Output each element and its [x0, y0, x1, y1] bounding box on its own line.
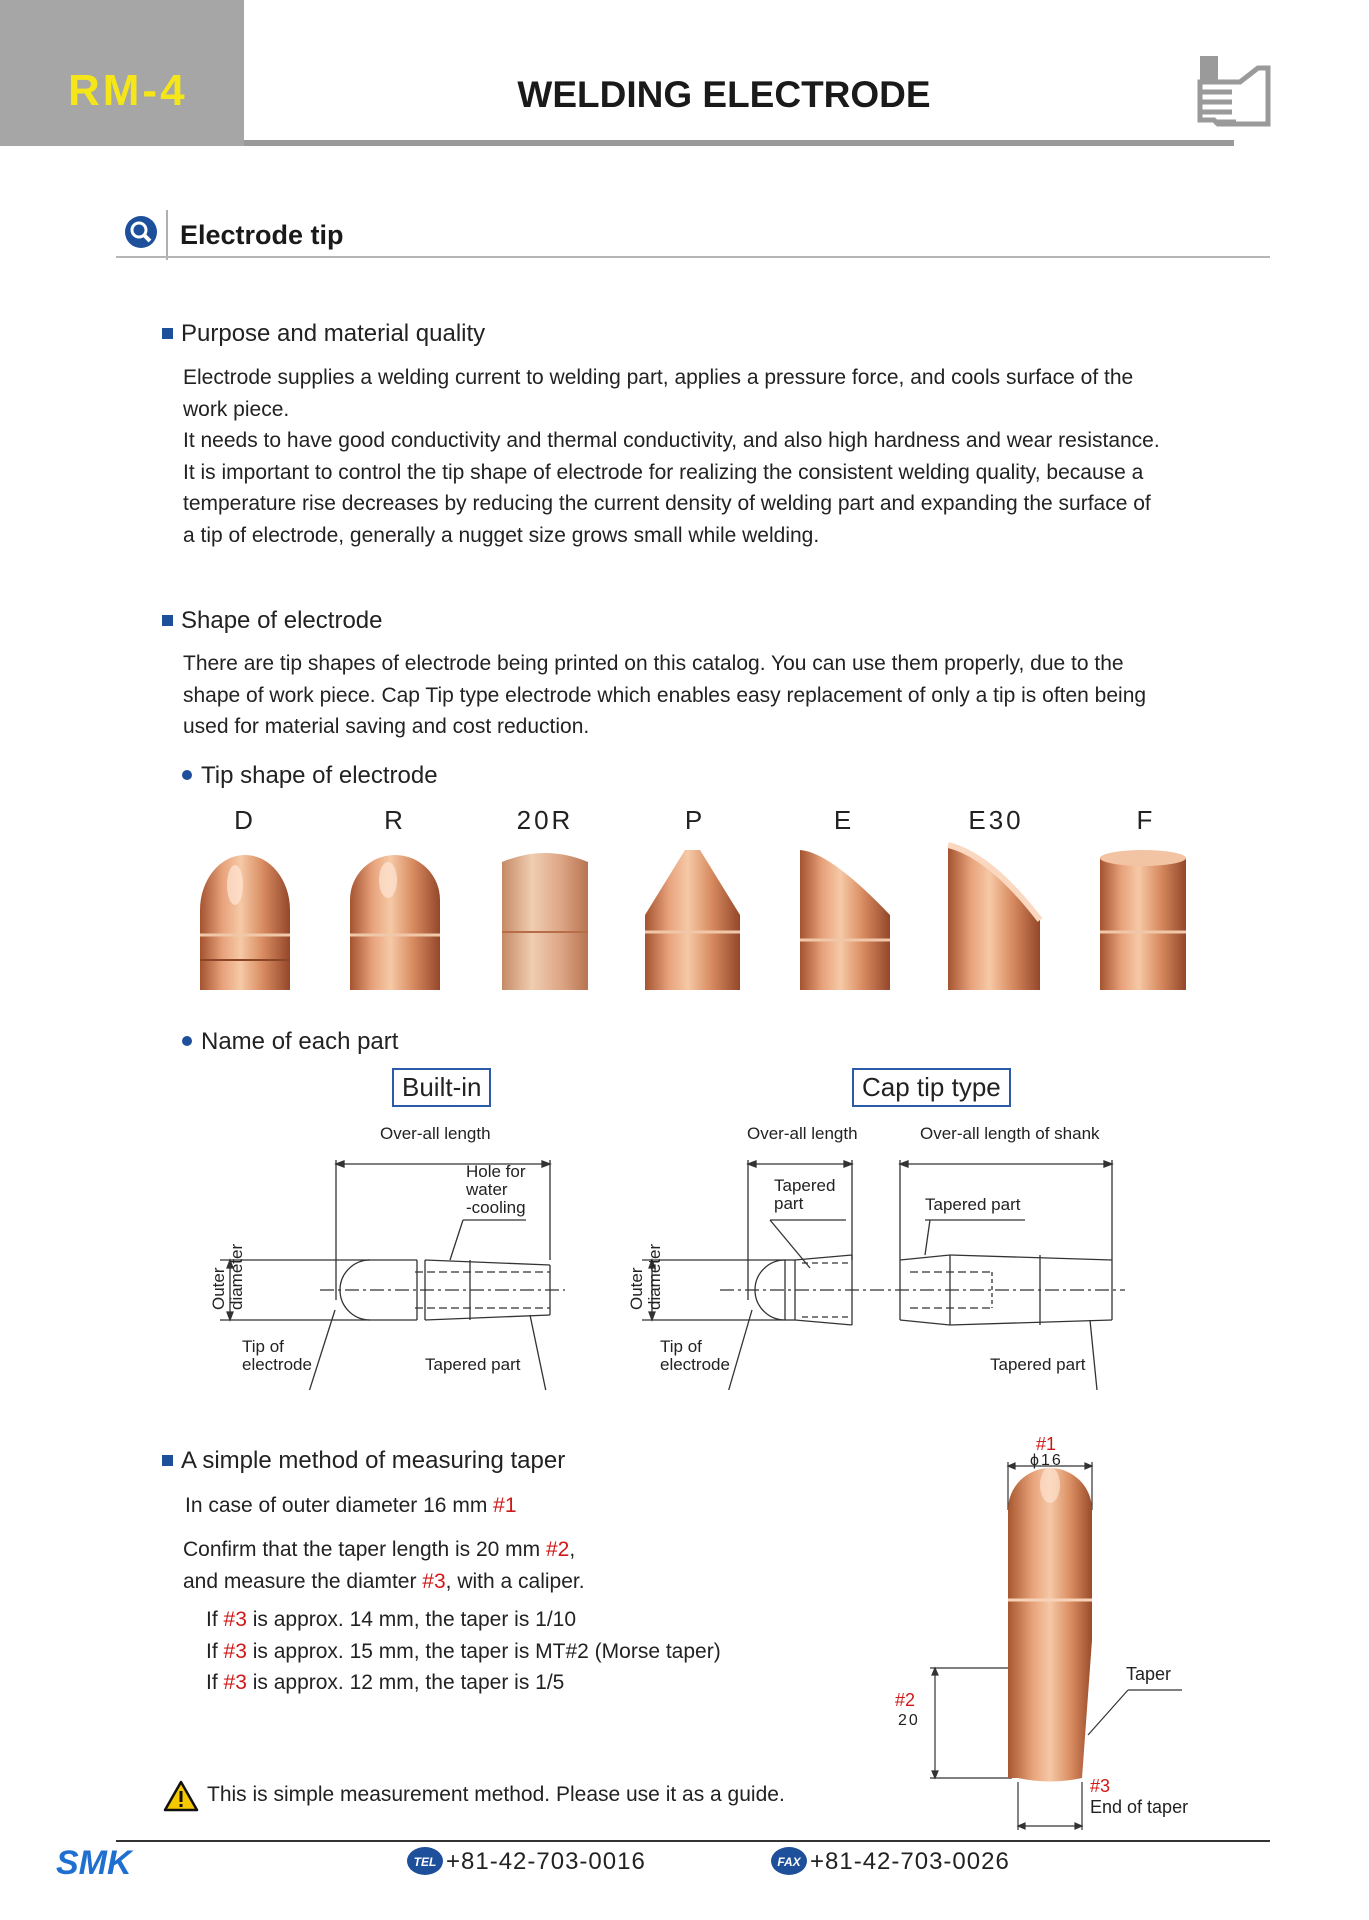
measure-case: If #3 is approx. 14 mm, the taper is 1/10 — [206, 1608, 577, 1631]
measure-case: If #3 is approx. 12 mm, the taper is 1/5 — [206, 1671, 565, 1695]
fig-ref-2: #2 — [895, 1690, 916, 1710]
builtin-tip-label: Tip of electrode — [242, 1337, 312, 1374]
builtin-overall-length: Over-all length — [380, 1124, 491, 1143]
smk-logo — [56, 1844, 164, 1885]
hand-pointer-icon — [1190, 48, 1274, 143]
cap-tapered-top: Tapered part — [774, 1176, 836, 1213]
section-rule — [116, 256, 1270, 258]
cap-overall-length: Over-all length — [747, 1124, 858, 1143]
builtin-label: Built-in — [392, 1068, 491, 1107]
purpose-text: Electrode supplies a welding current to welding part, applies a pressure force, and cools surface of the work piece. It needs to have good conductivity and thermal conductivity, and also high hardness and wear resistance. It is important to control the tip shape of electrode for realizing the consistent welding quality, because a temperature rise decreases by reducing the current density of welding part and expanding the surface of a tip of electrode, generally a nugget size grows small while welding. — [183, 366, 1160, 547]
taper-measure-figure — [900, 1440, 1200, 1840]
electrode-e30-photo — [940, 835, 1050, 1000]
tel-icon — [406, 1846, 444, 1881]
shape-heading: Shape of electrode — [162, 607, 382, 635]
fax-icon — [770, 1846, 808, 1881]
svg-text:TEL: TEL — [413, 1855, 437, 1869]
fig-taper-label: Taper — [1126, 1664, 1172, 1684]
measure-line-1: In case of outer diameter 16 mm #1 — [185, 1494, 517, 1517]
dot-bullet-icon — [182, 1036, 192, 1046]
cap-tapered-part: Tapered part — [925, 1195, 1021, 1214]
tip-label-f: F — [1136, 805, 1156, 835]
warning-icon — [163, 1780, 199, 1817]
dot-bullet-icon — [182, 770, 192, 780]
electrode-r-photo — [340, 840, 450, 1000]
builtin-hole-label: Hole for water -cooling — [466, 1162, 526, 1217]
parts-heading: Name of each part — [182, 1028, 398, 1056]
measure-heading: A simple method of measuring taper — [162, 1447, 565, 1475]
fax-number: +81-42-703-0026 — [810, 1848, 1010, 1875]
measure-lines-2-3: Confirm that the taper length is 20 mm #2, and measure the diamter #3, with a caliper. — [183, 1538, 585, 1593]
tip-label-p: P — [684, 805, 706, 835]
measure-case: If #3 is approx. 15 mm, the taper is MT#2 (Morse taper) — [206, 1639, 721, 1663]
page-code: RM-4 — [68, 66, 188, 115]
tip-label-r: R — [384, 805, 406, 835]
fig-len-20: 20 — [898, 1712, 920, 1729]
magnifier-icon — [124, 215, 158, 254]
shape-text: There are tip shapes of electrode being printed on this catalog. You can use them properly, due to the shape of work piece. Cap Tip type electrode which enables easy replacement of only a tip is often being used for material saving and cost reduction. — [183, 652, 1147, 739]
cap-outer-diameter: Outer diameter — [627, 1243, 664, 1310]
cap-tip-label: Tip of electrode — [660, 1337, 730, 1374]
tip-label-e30: E30 — [968, 805, 1024, 835]
fig-ref-3: #3 — [1090, 1776, 1111, 1796]
tip-label-d: D — [234, 805, 256, 835]
square-bullet-icon — [162, 328, 173, 339]
warning-text: This is simple measurement method. Please use it as a guide. — [207, 1783, 785, 1806]
section-divider — [166, 210, 168, 260]
measure-cases — [206, 1604, 721, 1699]
electrode-d-photo — [190, 840, 300, 1000]
header-underline — [244, 140, 1234, 146]
tip-shape-heading: Tip shape of electrode — [182, 762, 438, 790]
purpose-heading: Purpose and material quality — [162, 320, 485, 348]
page-title: WELDING ELECTRODE — [517, 74, 931, 115]
svg-text:SMK: SMK — [56, 1844, 132, 1880]
tip-label-e: E — [833, 805, 855, 835]
fig-dia-16: ϕ16 — [1030, 1452, 1063, 1469]
tip-label-20r: 20R — [516, 805, 574, 835]
footer-rule — [116, 1840, 1270, 1842]
section-title: Electrode tip — [180, 220, 344, 250]
square-bullet-icon — [162, 615, 173, 626]
electrode-20r-photo — [490, 840, 600, 1000]
square-bullet-icon — [162, 1455, 173, 1466]
fig-ref-1: #1 — [1036, 1434, 1057, 1454]
tel-number: +81-42-703-0016 — [446, 1848, 646, 1875]
electrode-e-photo — [790, 840, 900, 1000]
electrode-f-photo — [1090, 840, 1200, 1000]
svg-text:FAX: FAX — [777, 1855, 801, 1869]
builtin-tapered-label: Tapered part — [425, 1355, 521, 1374]
cap-tip-label: Cap tip type — [852, 1068, 1011, 1107]
electrode-p-photo — [640, 840, 750, 1000]
cap-overall-shank: Over-all length of shank — [920, 1124, 1100, 1143]
builtin-outer-diameter: Outer diameter — [209, 1243, 246, 1310]
fig-end-taper: End of taper — [1090, 1797, 1189, 1817]
cap-tapered-bottom: Tapered part — [990, 1355, 1086, 1374]
